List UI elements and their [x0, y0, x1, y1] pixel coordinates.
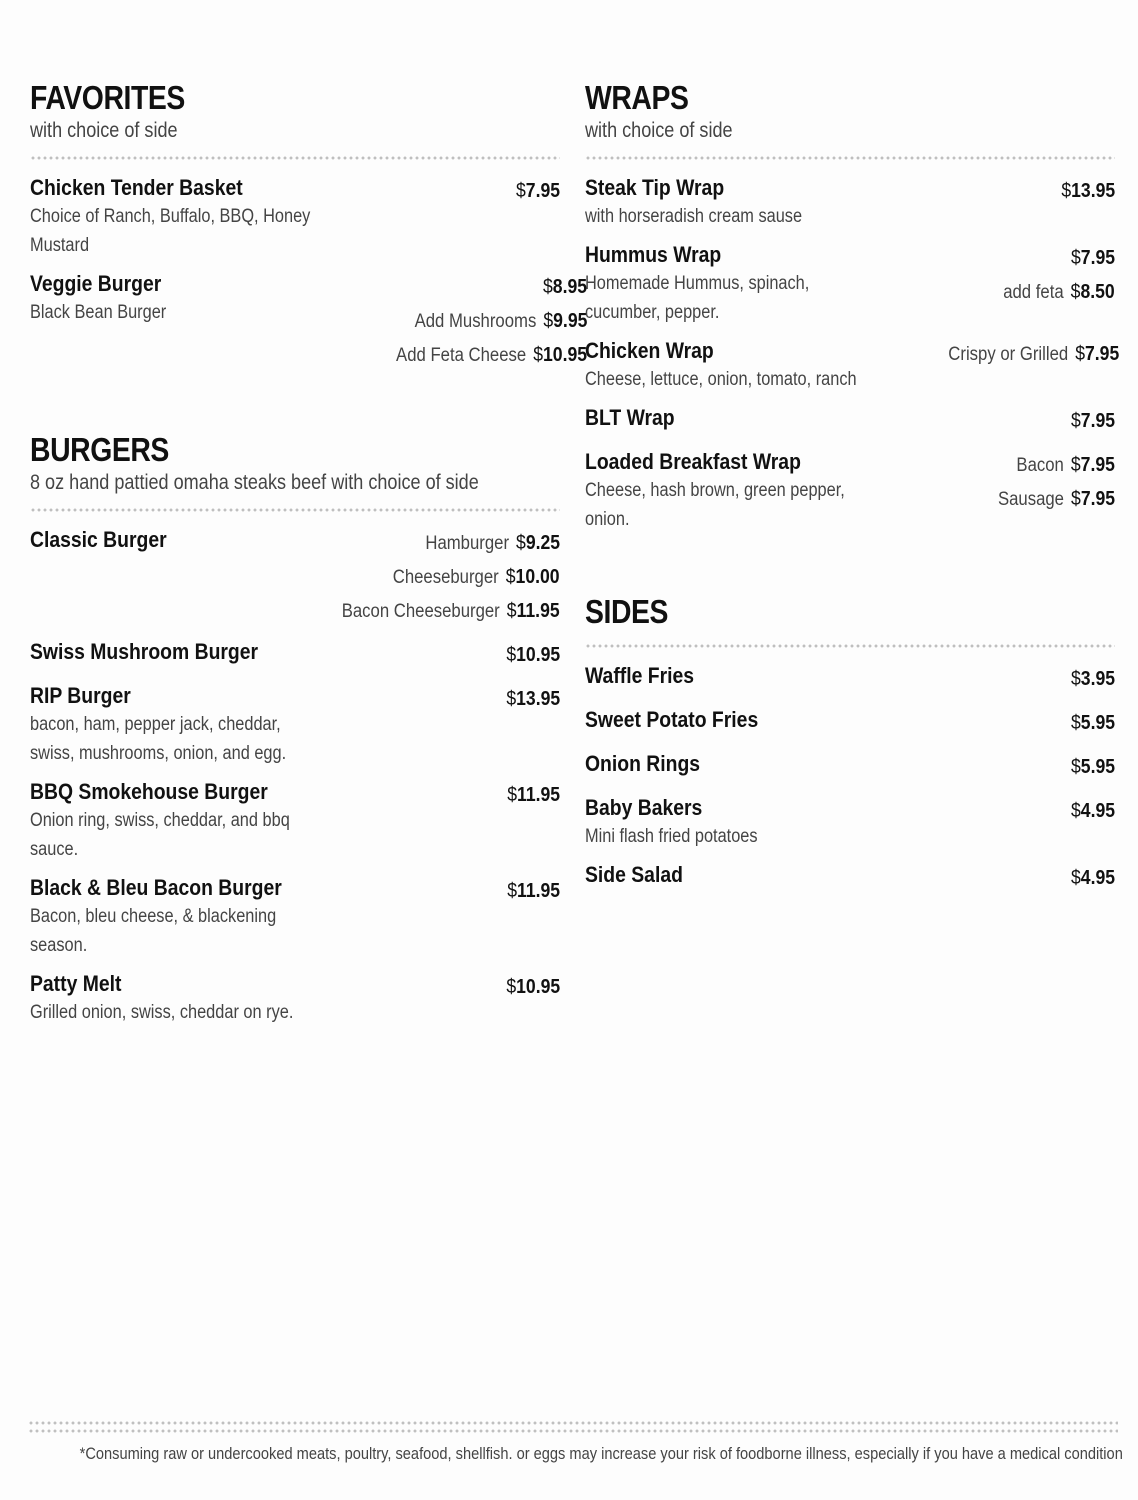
menu-item-name: Patty Melt [30, 971, 122, 996]
price-value [1071, 482, 1115, 516]
price-value [506, 970, 560, 1004]
price-value [1071, 404, 1115, 438]
menu-item-prices [982, 448, 1115, 534]
menu-item [585, 174, 1115, 231]
price-amount: 10.95 [515, 976, 560, 998]
price-option [998, 482, 1115, 516]
menu-item [585, 448, 1115, 534]
menu-item-info [30, 682, 370, 768]
menu-item [585, 662, 1115, 696]
menu-item-prices [1065, 750, 1115, 784]
price-value [533, 338, 587, 372]
price-option [1071, 662, 1115, 696]
footer-divider-top [28, 1421, 1118, 1425]
menu-item [30, 270, 588, 372]
price-amount: 9.25 [525, 532, 560, 554]
currency-symbol: $ [506, 644, 516, 666]
price-option-label: Sausage [997, 489, 1064, 510]
dotted-divider [30, 156, 560, 160]
menu-item-prices [1054, 174, 1115, 231]
price-value [506, 638, 560, 672]
menu-item-description: Onion ring, swiss, cheddar, and bbq sauce. [30, 810, 290, 860]
section-title: WRAPS [585, 79, 689, 116]
currency-symbol: $ [543, 276, 553, 298]
section-title: SIDES [585, 593, 669, 630]
menu-item-name: BLT Wrap [585, 405, 675, 430]
menu-item-description: Cheese, lettuce, onion, tomato, ranch [585, 369, 857, 390]
currency-symbol: $ [507, 784, 517, 806]
menu-item-info [585, 448, 925, 534]
left-column [30, 78, 588, 1085]
menu-item [585, 337, 1120, 394]
menu-item-prices [499, 682, 560, 768]
menu-item-info [30, 174, 370, 260]
price-amount: 7.95 [1080, 410, 1115, 432]
item-list [585, 662, 1115, 895]
menu-item-description: Bacon, bleu cheese, & blackening season. [30, 906, 277, 956]
currency-symbol: $ [515, 180, 526, 202]
menu-item-name: Loaded Breakfast Wrap [585, 449, 801, 474]
price-amount: 10.95 [543, 344, 588, 366]
menu-item-info [30, 638, 289, 672]
menu-item [30, 970, 560, 1027]
menu-item-prices [312, 526, 560, 628]
price-amount: 8.50 [1080, 281, 1115, 303]
price-option [516, 174, 560, 208]
section-wraps [585, 78, 1120, 534]
menu-item-description: Mini flash fried potatoes [585, 826, 758, 847]
price-amount: 13.95 [515, 688, 560, 710]
section-burgers [30, 430, 560, 1027]
menu-item-info [585, 241, 925, 327]
price-amount: 11.95 [516, 600, 560, 622]
menu-item [585, 794, 1115, 851]
price-value [1061, 174, 1115, 208]
price-option-label: Add Mushrooms [414, 311, 536, 332]
item-list [585, 174, 1120, 534]
currency-symbol: $ [543, 310, 553, 332]
currency-symbol: $ [1070, 800, 1081, 822]
menu-item-description: Black Bean Burger [30, 302, 167, 323]
price-amount: 13.95 [1070, 180, 1115, 202]
price-value [507, 874, 560, 908]
section-subtitle: with choice of side [585, 119, 733, 142]
footer-divider-bottom [28, 1429, 1118, 1433]
menu-item-description: Choice of Ranch, Buffalo, BBQ, Honey Mustard [30, 206, 311, 256]
menu-item-info [30, 970, 370, 1027]
menu-item-name: Swiss Mushroom Burger [30, 639, 259, 664]
price-amount: 4.95 [1080, 867, 1115, 889]
price-option [1071, 706, 1115, 740]
menu-item-info [30, 874, 370, 960]
price-value [506, 682, 560, 716]
menu-item-description: Homemade Hummus, spinach, cucumber, pepper. [585, 273, 810, 323]
item-list [30, 174, 588, 372]
price-option-label: add feta [1003, 282, 1064, 303]
price-option [393, 560, 560, 594]
currency-symbol: $ [1070, 668, 1081, 690]
currency-symbol: $ [1070, 867, 1081, 889]
currency-symbol: $ [1061, 180, 1071, 202]
dotted-divider [30, 508, 560, 512]
menu-item-description: Grilled onion, swiss, cheddar on rye. [30, 1002, 294, 1023]
menu-item-prices [370, 270, 587, 372]
menu-item-prices [500, 778, 560, 864]
price-option-label: Add Feta Cheese [396, 345, 527, 366]
section-title: BURGERS [30, 431, 169, 468]
section-subtitle: with choice of side [30, 119, 178, 142]
menu-item [585, 861, 1115, 895]
menu-item-name: RIP Burger [30, 683, 131, 708]
price-option [396, 338, 587, 372]
menu-item-info [585, 337, 925, 394]
menu-item [585, 404, 1115, 438]
menu-item-name: Steak Tip Wrap [585, 175, 725, 200]
menu-item-prices [1065, 861, 1115, 895]
menu-item [585, 750, 1115, 784]
price-value [506, 560, 560, 594]
menu-item-name: Sweet Potato Fries [585, 707, 759, 732]
menu-item-prices [500, 874, 560, 960]
currency-symbol: $ [506, 566, 516, 588]
price-amount: 7.95 [525, 180, 560, 202]
price-value [507, 594, 560, 628]
currency-symbol: $ [1070, 454, 1081, 476]
menu-item [30, 526, 560, 628]
menu-item-description: Cheese, hash brown, green pepper, onion. [585, 480, 845, 530]
menu-item-info [585, 174, 925, 231]
menu-item-prices [988, 241, 1115, 327]
currency-symbol: $ [1075, 343, 1086, 365]
price-option-label: Crispy or Grilled [948, 344, 1069, 365]
currency-symbol: $ [1070, 712, 1081, 734]
menu-item-description: with horseradish cream sause [585, 206, 803, 227]
price-value [543, 304, 587, 338]
dotted-divider [585, 644, 1115, 648]
price-value [1071, 861, 1115, 895]
menu-item-name: Black & Bleu Bacon Burger [30, 875, 282, 900]
price-option [1016, 448, 1115, 482]
section-subtitle: 8 oz hand pattied omaha steaks beef with choice of side [30, 471, 479, 494]
price-option [1071, 750, 1115, 784]
menu-item-prices [1065, 404, 1115, 438]
menu-item-info [30, 778, 370, 864]
menu-item-info [30, 526, 185, 628]
price-amount: 9.95 [552, 310, 588, 332]
menu-item-info [585, 750, 716, 784]
menu-item-prices [1065, 794, 1115, 851]
menu-item [30, 638, 560, 672]
price-option [342, 594, 560, 628]
section-title: FAVORITES [30, 79, 185, 116]
food-safety-disclaimer: *Consuming raw or undercooked meats, poultry, seafood, shellfish. or eggs may increase your risk of foodborne illness, especially if you have a medical condition [79, 1444, 1123, 1463]
price-value [1071, 241, 1115, 275]
menu-item-name: BBQ Smokehouse Burger [30, 779, 268, 804]
price-value [516, 174, 560, 208]
price-option-label: Bacon [1016, 455, 1064, 476]
currency-symbol: $ [1070, 281, 1081, 303]
price-option [414, 304, 587, 338]
menu-item-info [585, 404, 687, 438]
price-option [507, 778, 560, 812]
price-value [543, 270, 587, 304]
price-amount: 7.95 [1080, 488, 1115, 510]
currency-symbol: $ [506, 688, 516, 710]
menu-item-info [585, 794, 925, 851]
menu-item-name: Hummus Wrap [585, 242, 722, 267]
price-value [1071, 794, 1115, 828]
menu-item-prices [1065, 662, 1115, 696]
price-option [1071, 241, 1115, 275]
menu-item-name: Baby Bakers [585, 795, 703, 820]
price-option [1071, 794, 1115, 828]
price-option-label: Bacon Cheeseburger [342, 601, 501, 622]
price-value [1071, 275, 1115, 309]
price-value [516, 526, 560, 560]
price-amount: 7.95 [1080, 247, 1115, 269]
menu-item-prices [510, 174, 560, 260]
price-option [506, 970, 560, 1004]
price-option [506, 638, 560, 672]
price-amount: 4.95 [1080, 800, 1115, 822]
currency-symbol: $ [533, 344, 544, 366]
menu-item-prices [925, 337, 1119, 394]
dotted-divider [585, 156, 1115, 160]
price-value [1071, 750, 1115, 784]
price-option [1071, 861, 1115, 895]
price-option-label: Cheeseburger [393, 567, 500, 588]
menu-item-info [585, 662, 709, 696]
currency-symbol: $ [507, 880, 517, 902]
price-amount: 11.95 [516, 784, 560, 806]
menu-item-name: Chicken Wrap [585, 338, 714, 363]
right-column [585, 78, 1120, 953]
menu-item-name: Waffle Fries [585, 663, 695, 688]
price-value [507, 778, 560, 812]
price-option [506, 682, 560, 716]
menu-item-prices [499, 638, 560, 672]
menu-item-prices [499, 970, 560, 1027]
menu-item-name: Chicken Tender Basket [30, 175, 243, 200]
menu-item-description: bacon, ham, pepper jack, cheddar, swiss, mushrooms, onion, and egg. [30, 714, 287, 764]
item-list [30, 526, 560, 1027]
currency-symbol: $ [1070, 488, 1081, 510]
section-sides [585, 592, 1115, 895]
menu-item-info [585, 861, 696, 895]
price-amount: 10.95 [515, 644, 560, 666]
menu-item-name: Side Salad [585, 862, 683, 887]
price-amount: 3.95 [1080, 668, 1115, 690]
menu-item [30, 778, 560, 864]
price-amount: 5.95 [1080, 756, 1115, 778]
price-amount: 10.00 [515, 566, 560, 588]
price-option [1003, 275, 1115, 309]
price-amount: 7.95 [1085, 343, 1120, 365]
price-option [507, 874, 560, 908]
menu-item-name: Veggie Burger [30, 271, 162, 296]
menu-item [30, 874, 560, 960]
price-option [948, 337, 1119, 371]
menu-item [585, 241, 1115, 327]
menu-item-info [30, 270, 370, 372]
section-favorites [30, 78, 588, 372]
currency-symbol: $ [507, 600, 517, 622]
menu-item-name: Onion Rings [585, 751, 701, 776]
price-option [425, 526, 560, 560]
price-value [1071, 706, 1115, 740]
price-option [543, 270, 587, 304]
currency-symbol: $ [515, 532, 526, 554]
price-amount: 8.95 [552, 276, 588, 298]
price-option-label: Hamburger [425, 533, 509, 554]
price-amount: 5.95 [1080, 712, 1115, 734]
price-option [1061, 174, 1115, 208]
price-amount: 11.95 [516, 880, 560, 902]
currency-symbol: $ [1070, 410, 1081, 432]
price-value [1071, 662, 1115, 696]
menu-item-info [585, 706, 782, 740]
menu-item [30, 174, 560, 260]
price-option [1071, 404, 1115, 438]
menu-item-name: Classic Burger [30, 527, 167, 552]
price-amount: 7.95 [1080, 454, 1115, 476]
menu-item [30, 682, 560, 768]
menu-item [585, 706, 1115, 740]
menu-item-prices [1065, 706, 1115, 740]
price-value [1075, 337, 1119, 371]
currency-symbol: $ [506, 976, 516, 998]
currency-symbol: $ [1070, 756, 1081, 778]
price-value [1071, 448, 1115, 482]
currency-symbol: $ [1070, 247, 1081, 269]
